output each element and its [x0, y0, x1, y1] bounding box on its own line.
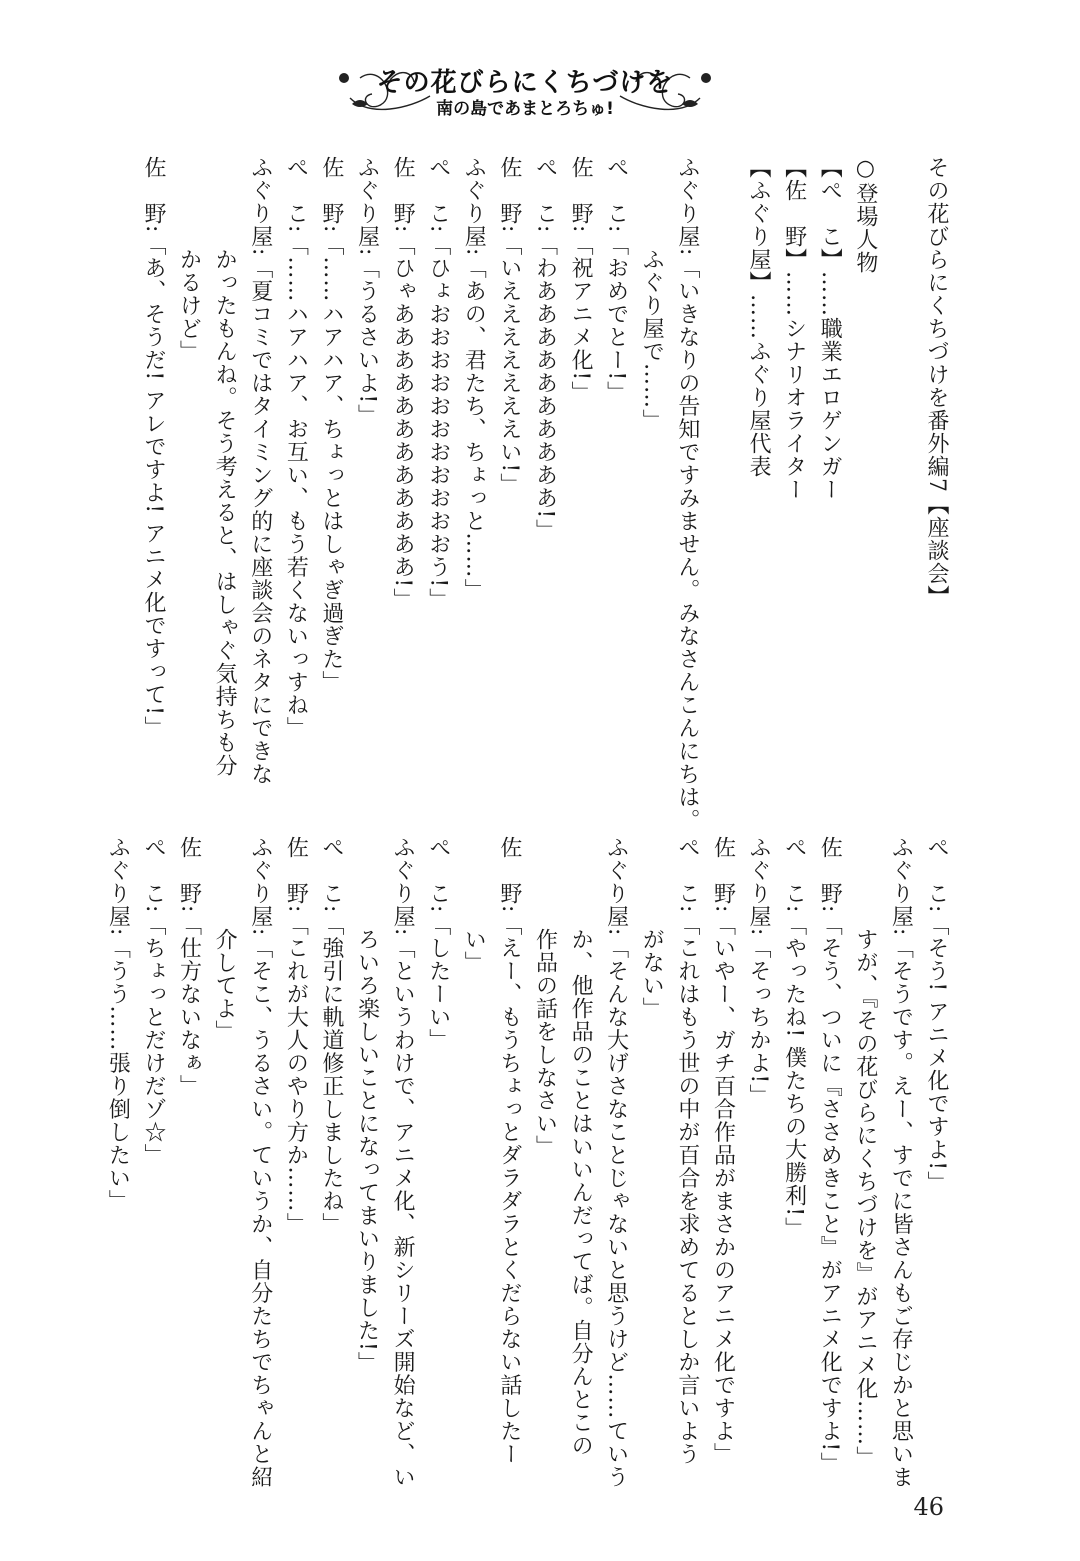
- text-line: 佐 野:「そう、ついに『ささめきこと』がアニメ化ですよ!」: [817, 836, 843, 1476]
- text-line: ぺ こ:「ちょっとだけだゾ☆」: [140, 836, 166, 1167]
- text-line: ふぐり屋:「そうです。えー、すでに皆さんもご存じかと思いま: [888, 836, 914, 1489]
- text-line: か、他作品のことはいいんだってば。自分んとこの: [568, 836, 594, 1457]
- text-line: ふぐり屋:「うう……張り倒したい」: [105, 836, 131, 1213]
- text-line: かるけど」: [176, 156, 202, 363]
- text-line: ぺ こ:「ひょおおおおおおおおおおおう!」: [425, 156, 451, 612]
- page-number: 46: [913, 1493, 944, 1521]
- text-line: 【佐 野】……シナリオライター: [781, 156, 807, 501]
- text-line: 【ふぐり屋】……ふぐり屋代表: [746, 156, 772, 478]
- text-line: ぺ こ:「これはもう世の中が百合を求めてるとしか言いよう: [674, 836, 700, 1466]
- text-line: 佐 野:「あ、そうだ! アレですよ! アニメ化ですって!」: [140, 156, 166, 739]
- text-line: 介してよ」: [212, 836, 238, 1043]
- text-line: ふぐり屋:「というわけで、アニメ化、新シリーズ開始など、い: [390, 836, 416, 1489]
- text-line: 【ぺ こ】……職業エロゲンガー: [817, 156, 843, 501]
- text-line: ふぐり屋:「そっちかよ!」: [746, 836, 772, 1108]
- text-line: かったもんね。そう考えると、はしゃぐ気持ちも分: [212, 156, 238, 777]
- text-line: がない」: [639, 836, 665, 1020]
- text-line: ぺ こ:「わああああああああああ!」: [532, 156, 558, 543]
- text-line: ぺ こ:「……ハアハア、お互い、もう若くないっすね」: [283, 156, 309, 740]
- text-line: ふぐり屋:「うるさいよ!」: [354, 156, 380, 428]
- text-line: [883, 156, 919, 796]
- text-line: ぺ こ:「強引に軌道修正しましたね」: [318, 836, 344, 1236]
- text-line: すが、『その花びらにくちづけを』がアニメ化……」: [852, 836, 878, 1469]
- text-line: 佐 野:「えー、もうちょっとダラダラとくだらない話したー: [496, 836, 522, 1466]
- text-line: ふぐり屋:「そんな大げさなことじゃないと思うけど……ていう: [603, 836, 629, 1489]
- text-line: ぺ こ:「そう! アニメ化ですよ!」: [924, 836, 949, 1195]
- text-line: ぺ こ:「やったね! 僕たちの大勝利!」: [781, 836, 807, 1241]
- text-line: 佐 野:「いやー、ガチ百合作品がまさかのアニメ化ですよ」: [710, 836, 736, 1466]
- header-subtitle: 南の島であまとろちゅ!: [436, 99, 614, 119]
- text-line: ふぐり屋:「あの、君たち、ちょっと……」: [461, 156, 487, 602]
- text-line: ぺ こ:「したーい」: [425, 836, 451, 1052]
- text-line: 佐 野:「……ハアハア、ちょっとはしゃぎ過ぎた」: [318, 156, 344, 694]
- text-line: [705, 156, 741, 796]
- text-line: ろいろ楽しいことになってまいりました!」: [354, 836, 380, 1375]
- text-line: ふぐり屋:「そこ、うるさい。ていうか、自分たちでちゃんと紹: [247, 836, 273, 1489]
- text-line: 作品の話をしなさい」: [532, 836, 558, 1158]
- bottom-text-column: [105, 836, 954, 1489]
- text-line: 佐 野:「ひゃああああああああああああ!」: [390, 156, 416, 612]
- text-line: 佐 野:「祝アニメ化!」: [568, 156, 594, 405]
- text-line: ふぐり屋:「夏コミではタイミング的に座談会のネタにできな: [247, 156, 273, 786]
- text-line: ○登場人物: [852, 156, 878, 274]
- text-line: その花びらにくちづけを番外編7【座談会】: [924, 156, 949, 608]
- text-line: 佐 野:「いえええええええい!」: [496, 156, 522, 497]
- top-text-column: [114, 156, 954, 832]
- text-line: 佐 野:「これが大人のやり方か……」: [283, 836, 309, 1236]
- header-title: その花びらにくちづけを: [376, 68, 674, 98]
- text-line: ふぐり屋:「いきなりの告知ですみません。みなさんこんにちは。: [674, 156, 700, 832]
- text-line: ぺ こ:「おめでとー!」: [603, 156, 629, 405]
- page-header: [330, 58, 720, 128]
- text-line: い」: [461, 836, 487, 974]
- text-line: 佐 野:「仕方ないなぁ」: [176, 836, 202, 1098]
- text-line: ふぐり屋で……」: [639, 156, 665, 432]
